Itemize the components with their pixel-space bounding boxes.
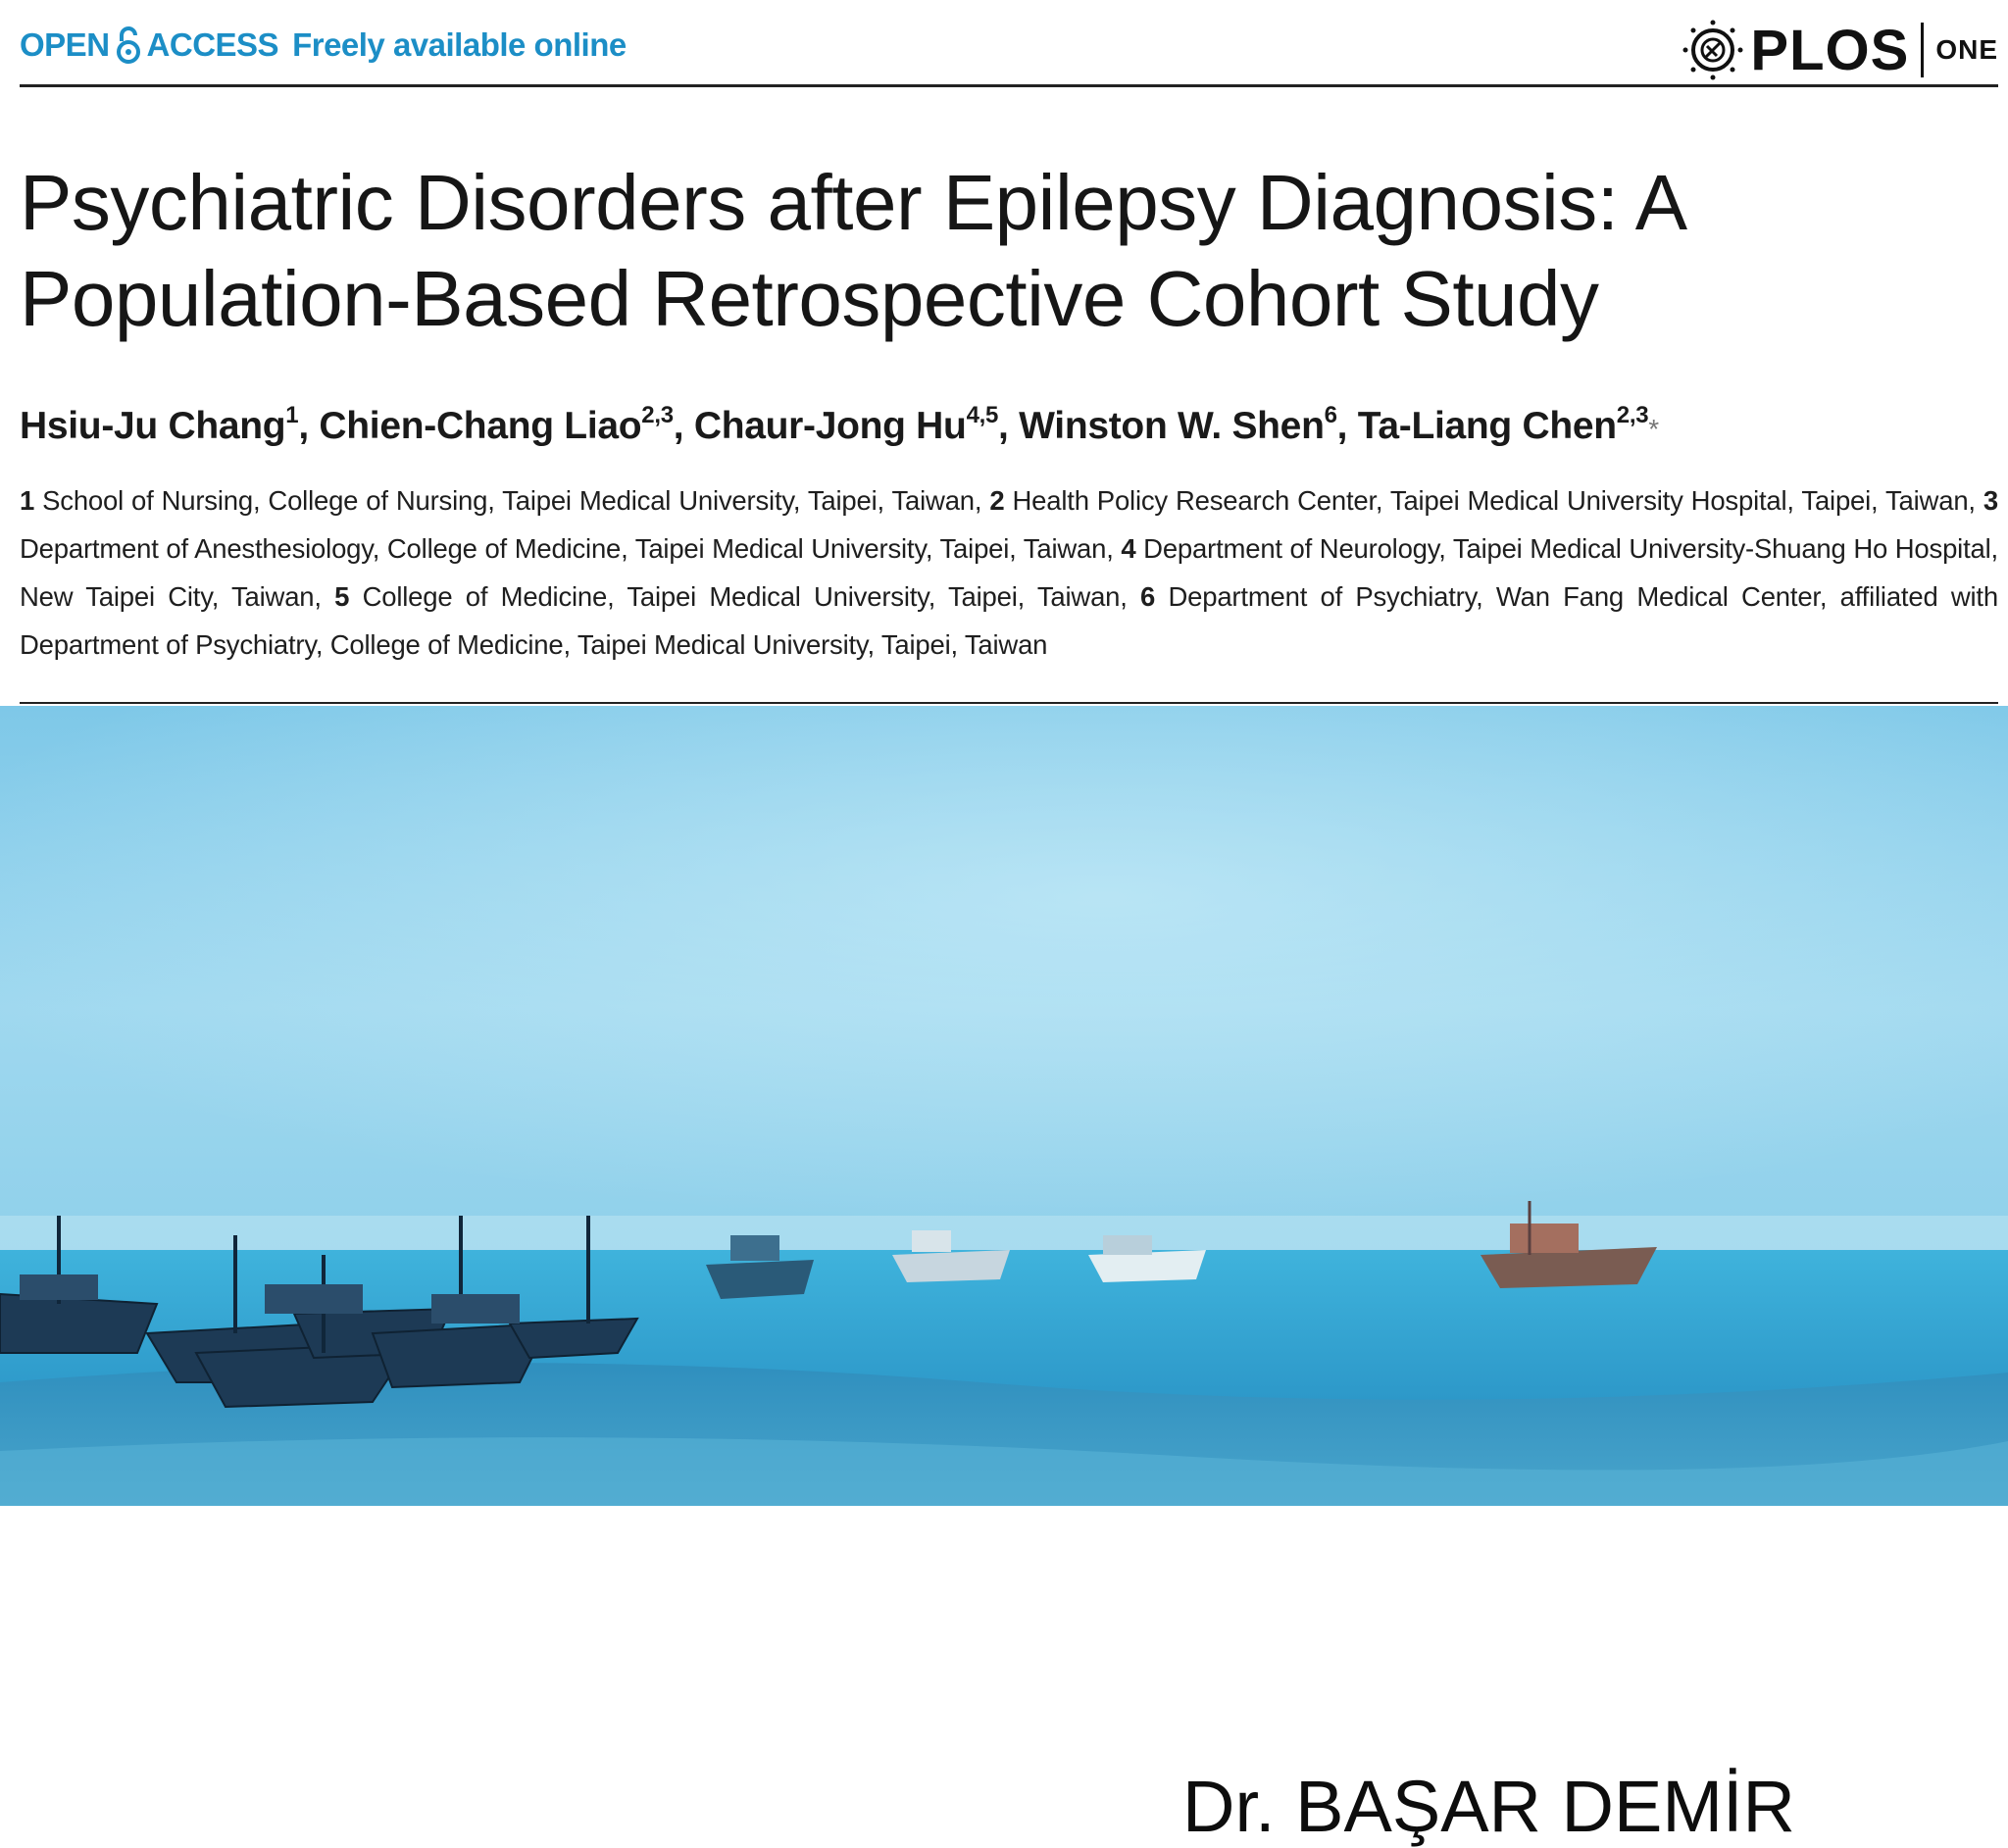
open-lock-icon [114, 25, 143, 65]
author-affil: 4,5 [966, 402, 999, 428]
header-rule [20, 84, 1998, 87]
author-name: Ta-Liang Chen [1357, 405, 1617, 447]
plos-logo-icon [1682, 19, 1744, 81]
one-wordmark: ONE [1935, 34, 1998, 65]
affil-num: 3 [1983, 485, 1998, 516]
affil-text: College of Medicine, Taipei Medical University, Taipei, Taiwan, [362, 581, 1128, 612]
paper-title [20, 155, 1981, 347]
affiliations [20, 476, 1998, 669]
author-name: Chaur-Jong Hu [693, 405, 967, 447]
logo-divider [1921, 23, 1924, 77]
harbor-photo [0, 706, 2008, 1847]
horizon-haze [0, 1216, 2008, 1255]
author-affil: 1 [285, 402, 299, 428]
affil-num: 4 [1121, 533, 1136, 564]
author-name: Hsiu-Ju Chang [20, 405, 286, 447]
author-affil: 2,3 [1616, 402, 1649, 428]
affil-num: 5 [334, 581, 350, 612]
open-access-badge [20, 25, 627, 65]
affil-num: 6 [1140, 581, 1156, 612]
presenter-name: Dr. BAŞAR DEMİR [1182, 1766, 1795, 1847]
open-label: OPEN [20, 26, 110, 63]
affil-text: School of Nursing, College of Nursing, Taipei Medical University, Taipei, Taiwan, [42, 485, 982, 516]
harbor-scene [0, 706, 2008, 1506]
affil-num: 1 [20, 485, 35, 516]
author-name: Chien-Chang Liao [319, 405, 642, 447]
title-line-1: Psychiatric Disorders after Epilepsy Diagnosis: A [20, 159, 1687, 246]
affil-num: 2 [989, 485, 1005, 516]
author-name: Winston W. Shen [1019, 405, 1325, 447]
journal-header [20, 18, 1998, 82]
affil-text: Department of Neurology, Taipei Medical University-Shuang Ho Hospital, New Taipei City, Taiwan, [20, 533, 1998, 612]
title-line-2: Population-Based Retrospective Cohort Study [20, 255, 1599, 342]
freely-available-label: Freely available online [292, 26, 627, 63]
corresponding-author-mark: * [1648, 414, 1659, 444]
affiliation-rule [20, 702, 1998, 704]
affil-text: Department of Psychiatry, Wan Fang Medical Center, affiliated with Department of Psychiatry, College of Medicine, Taipei Medical University, Taipei, Taiwan [20, 581, 1998, 660]
sky-glow [0, 706, 2008, 1255]
author-list: Hsiu-Ju Chang$^1$, Chien-Chang Liao$^{2,3}$, Chaur-Jong Hu$^{4,5}$, Winston W. Shen$^6$, Ta-Liang Chen$^{2,3}$* [20, 402, 1659, 447]
plos-wordmark: PLOS [1750, 18, 1910, 82]
author-affil: 6 [1324, 402, 1337, 428]
author-affil: 2,3 [641, 402, 674, 428]
plos-one-logo [1682, 20, 1998, 80]
affil-text: Health Policy Research Center, Taipei Medical University Hospital, Taipei, Taiwan, [1012, 485, 1976, 516]
affil-text: Department of Anesthesiology, College of Medicine, Taipei Medical University, Taipei, Taiwan, [20, 533, 1114, 564]
access-label: ACCESS [146, 26, 279, 63]
